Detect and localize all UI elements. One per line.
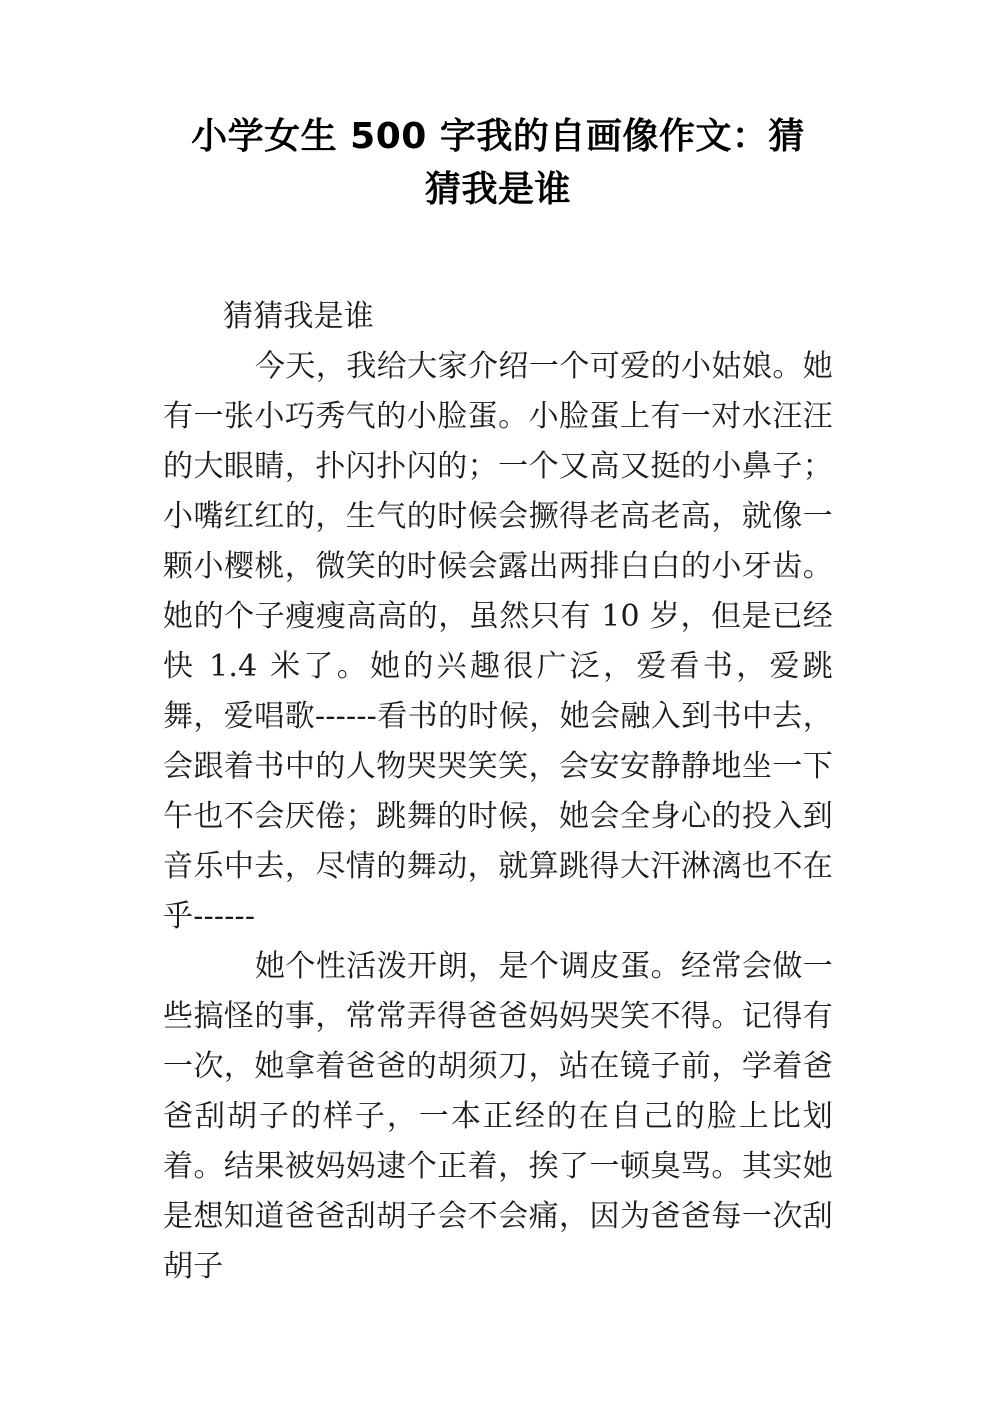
page-title-line-2: 猜我是谁 bbox=[424, 169, 571, 210]
document-content-column bbox=[163, 0, 833, 1292]
essay-subheading: 猜猜我是谁 bbox=[223, 299, 374, 334]
essay-paragraph-2: 她个性活泼开朗，是个调皮蛋。经常会做一些搞怪的事，常常弄得爸爸妈妈哭笑不得。记得有一次，她拿着爸爸的胡须刀，站在镜子前，学着爸爸刮胡子的样子，一本正经的在自己的脸上比划着。结果被妈妈逮个正着，挨了一顿臭骂。其实她是想知道爸爸刮胡子会不会痛，因为爸爸每一次刮胡子 bbox=[163, 949, 833, 1284]
document-body bbox=[163, 292, 833, 1292]
page-title bbox=[163, 0, 833, 216]
page-title-line-1: 小学女生 500 字我的自画像作文：猜 bbox=[191, 116, 805, 157]
essay-paragraph-1: 今天，我给大家介绍一个可爱的小姑娘。她有一张小巧秀气的小脸蛋。小脸蛋上有一对水汪汪的大眼睛，扑闪扑闪的；一个又高又挺的小鼻子；小嘴红红的，生气的时候会撅得老高老高，就像一颗小樱桃，微笑的时候会露出两排白白的小牙齿。她的个子瘦瘦高高的，虽然只有 10 岁，但是已经快 1.4 米了。她的兴趣很广泛，爱看书，爱跳舞，爱唱歌------看书的时候，她会融入到书中去，会跟着书中的人物哭哭笑笑，会安安静静地坐一下午也不会厌倦；跳舞的时候，她会全身心的投入到音乐中去，尽情的舞动，就算跳得大汗淋漓也不在乎------ bbox=[163, 349, 833, 934]
